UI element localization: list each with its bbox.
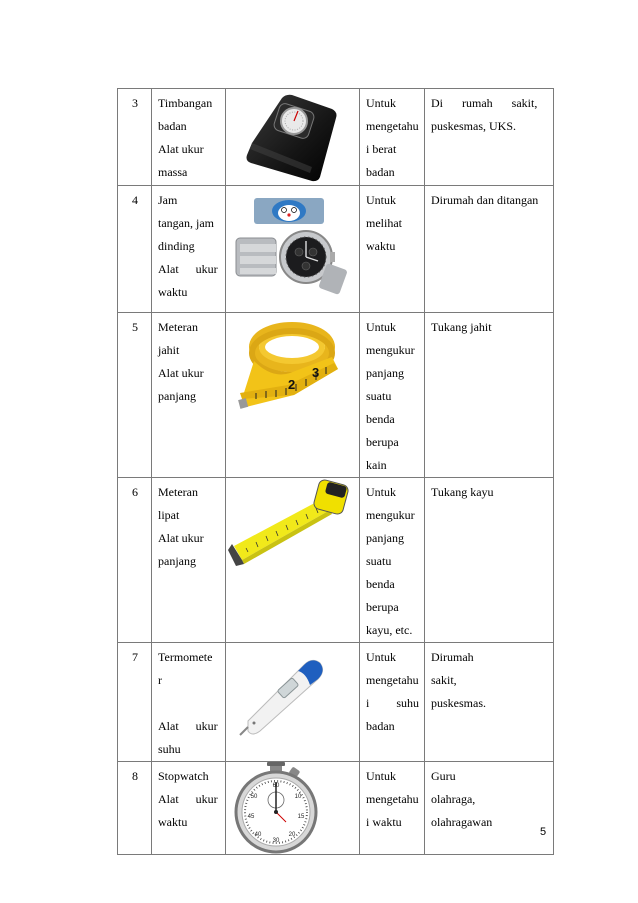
wristwatch-and-wall-clock-icon: [226, 186, 359, 312]
tool-image-cell: [226, 89, 360, 186]
tool-use-cell: Untuk mengukur panjang suatu benda berupa kain: [360, 313, 425, 478]
table-row: [118, 762, 554, 855]
tool-name-cell: Meteran jahit Alat ukur panjang: [152, 313, 226, 478]
tool-use-cell: Untuk mengukur panjang suatu benda berupa kayu, etc.: [360, 478, 425, 643]
tool-name-cell: Meteran lipat Alat ukur panjang: [152, 478, 226, 643]
tool-name-cell: Stopwatch Alat ukur waktu: [152, 762, 226, 855]
svg-text:3: 3: [312, 365, 320, 380]
tool-name-cell: Jam tangan, jam dinding Alat ukur waktu: [152, 186, 226, 313]
svg-text:40: 40: [254, 832, 262, 838]
tool-place-cell: Dirumah sakit, puskesmas.: [425, 643, 554, 762]
tool-use-cell: Untuk mengetahu i waktu: [360, 762, 425, 855]
table-row: [118, 643, 554, 762]
tool-use-cell: Untuk mengetahu i suhu badan: [360, 643, 425, 762]
table-row: [118, 313, 554, 478]
tool-image-cell: [226, 313, 360, 478]
tool-name-cell: Timbangan badan Alat ukur massa: [152, 89, 226, 186]
tool-image-cell: [226, 762, 360, 855]
svg-text:10: 10: [294, 794, 302, 800]
bathroom-scale-icon: [226, 89, 359, 185]
svg-text:50: 50: [250, 794, 258, 800]
tool-place-cell: Guru olahraga, olahragawan: [425, 762, 554, 855]
table-row: [118, 478, 554, 643]
row-number-cell: 7: [118, 643, 152, 762]
page-number: 5: [540, 826, 547, 838]
row-number-cell: 8: [118, 762, 152, 855]
tool-place-cell: Dirumah dan ditangan: [425, 186, 554, 313]
tool-place-cell: Tukang kayu: [425, 478, 554, 643]
row-number-cell: 4: [118, 186, 152, 313]
tool-image-cell: [226, 643, 360, 762]
svg-text:30: 30: [272, 838, 280, 844]
svg-text:60: 60: [272, 783, 280, 789]
tool-use-cell: Untuk melihat waktu: [360, 186, 425, 313]
tool-image-cell: [226, 478, 360, 643]
table-row: [118, 186, 554, 313]
sewing-tape-measure-icon: [226, 313, 359, 477]
stopwatch-icon: [226, 762, 359, 854]
row-number-cell: 3: [118, 89, 152, 186]
tool-use-cell: Untuk mengetahu i berat badan: [360, 89, 425, 186]
row-number-cell: 6: [118, 478, 152, 643]
tool-place-cell: Di rumah sakit, puskesmas, UKS.: [425, 89, 554, 186]
measuring-tools-table: [117, 88, 554, 855]
table-row: [118, 89, 554, 186]
svg-text:15: 15: [297, 814, 305, 820]
row-number-cell: 5: [118, 313, 152, 478]
tape-measure-icon: [226, 478, 359, 642]
tool-image-cell: [226, 186, 360, 313]
thermometer-icon: [226, 643, 359, 761]
svg-text:45: 45: [247, 814, 255, 820]
tool-name-cell: Termomete r Alat ukur suhu: [152, 643, 226, 762]
svg-text:2: 2: [288, 377, 296, 392]
svg-text:20: 20: [288, 832, 296, 838]
tool-place-cell: Tukang jahit: [425, 313, 554, 478]
